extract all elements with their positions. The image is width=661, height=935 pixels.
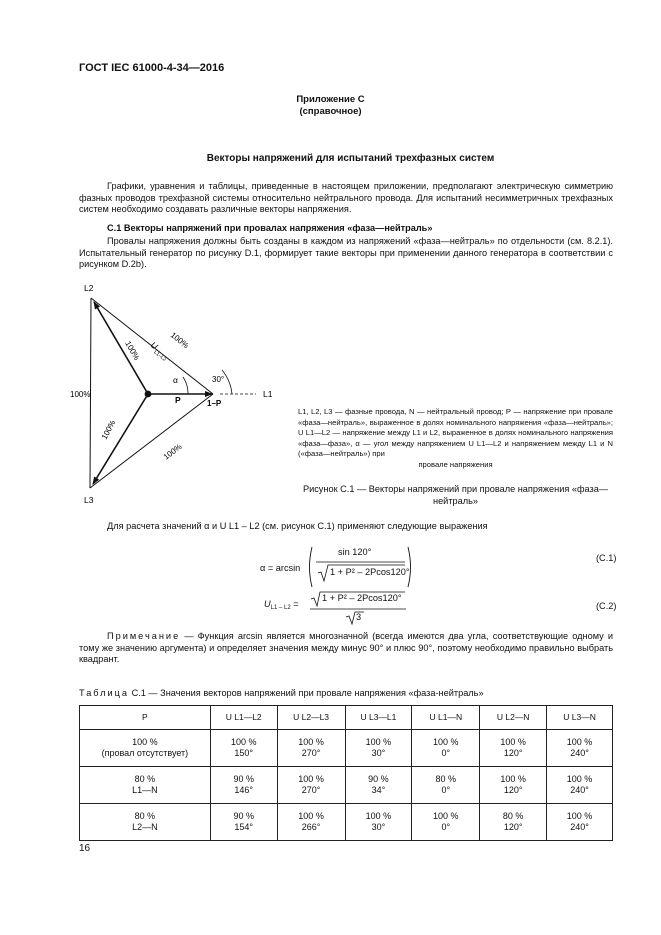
table-cell: 100 % 240° [547,730,613,767]
legend-last-line: провале напряжения [418,459,493,469]
label-pct-l3-p: 100% [99,418,118,441]
subsection-paragraph: Провалы напряжения должны быть созданы в каждом из напряжений «фаза—нейтраль» по отдельности (см. 8.2.1). Испытательный генератор по рисунку D.1, формирует такие векторы при применении данного генератора в соответствии с рисунком D.2b). [79,236,613,270]
note-text: — Функция arcsin является многозначной (всегда имеются два угла, соответствующие одному и тому же значению аргумента) и определяет значения между минус 90° и плюс 90°, поэтому необходимо правильно выбрать квадрант. [79,631,613,665]
table-cell: 80 % 0° [412,767,480,804]
table-row [80,730,613,767]
table-header-u-l2-n: U L2—N [480,706,547,730]
label-pct-l2-p: 100% [123,339,142,362]
label-pct-l3-l1: 100% [161,442,184,462]
table-cell: 100 % 240° [547,767,613,804]
table-title-text: С.1 — Значения векторов напряжений при провале напряжения «фаза-нейтраль» [129,688,484,698]
table-cell: 100 % 30° [345,804,412,841]
note-label: Примечание [107,631,181,641]
appendix-heading [0,94,661,118]
table-cell: 100 % 120° [480,730,547,767]
figure-legend [298,407,613,471]
table-row [80,804,613,841]
table-cell: 100 % 120° [480,767,547,804]
eq2-number: (С.2) [596,601,617,611]
subsection-title: С.1 Векторы напряжений при провалах напряжения «фаза—нейтраль» [107,223,433,233]
eq1-denominator: 1 + P² – 2Pcos120° [330,567,410,577]
table-cell-p: 100 % (провал отсутствует) [80,730,211,767]
table-cell: 100 % 240° [547,804,613,841]
label-pct-l2-l1: 100% [168,330,191,351]
alpha-arc [183,377,188,394]
label-one-minus-p: 1–P [207,399,222,408]
side-l3-l1 [90,394,213,488]
table-header-p: P [80,706,211,730]
eq2-denominator: 3 [356,612,362,622]
table-cell: 100 % 0° [412,804,480,841]
table-cell: 80 % 120° [480,804,547,841]
table-title-label: Таблица [79,688,130,698]
label-pct-left: 100% [70,390,91,399]
eq1-left-paren [310,547,313,587]
legend-text: L1, L2, L3 — фазные провода, N — нейтральный провод; P — напряжение при провале «фаза—нейтраль», выраженное в долях номинального напряжения «фаза—нейтраль»; U L1—L2 — напряжение между L1 и L2, выраженное в долях номинального напряжения «фаза—фаза», α — угол между напряжением U L1—L2 и напряжением между L1 и N («фаза—нейтраль») при [298,407,613,459]
page-number: 16 [79,843,91,854]
table-header-u-l3-l1: U L3—L1 [345,706,412,730]
table-header-u-l1-l2: U L1—L2 [210,706,277,730]
table-cell: 100 % 150° [210,730,277,767]
label-angle-30: 30° [212,375,225,384]
appendix-note: (справочное) [299,106,362,117]
table-cell: 90 % 146° [210,767,277,804]
label-l2: L2 [84,283,94,293]
table-header-row [80,706,613,730]
table-header-u-l3-n: U L3—N [547,706,613,730]
label-l1: L1 [263,389,273,399]
point-p [145,391,152,398]
label-alpha: α [173,375,178,385]
table-cell: 90 % 34° [345,767,412,804]
table-title [79,688,484,698]
document-id: ГОСТ IEC 61000-4-34—2016 [79,62,225,74]
eq2-sqrt3-sign [346,612,364,624]
table-cell-p: 80 % L2—N [80,804,211,841]
table-row [80,767,613,804]
table-cell-p: 80 % L1—N [80,767,211,804]
appendix-title: Приложение С [296,94,365,105]
table-cell: 100 % 30° [345,730,412,767]
figure-caption: Рисунок С.1 — Векторы напряжений при провале напряжения «фаза—нейтраль» [302,484,609,506]
eq1-lhs: α = arcsin [260,563,301,573]
label-p: P [175,395,181,405]
intro-paragraph: Графики, уравнения и таблицы, приведенные в настоящем приложении, предполагают электрическую симметрию фазных проводов трехфазной системы относительно нейтрального провода. Для испытаний несимметричных трехфазных систем необходимо создавать различные векторы напряжения. [79,181,613,215]
svg-text:L1–L2: L1–L2 [152,349,168,363]
table-cell: 100 % 270° [277,730,345,767]
calc-intro: Для расчета значений α и U L1 – L2 (см. рисунок С.1) применяют следующие выражения [107,521,488,531]
note-paragraph [79,631,613,666]
table-cell: 100 % 266° [277,804,345,841]
eq1-numerator: sin 120° [338,547,372,557]
voltage-vector-diagram [70,280,300,510]
voltage-vectors-table [79,705,613,841]
eq1-number: (С.1) [596,553,617,563]
vector-p-l3 [93,394,148,484]
label-u-l1-l2 [147,340,172,363]
eq2-lhs: $U_{L1 - L2}$ = [264,599,299,611]
vector-p-l2 [94,302,148,394]
table-cell: 90 % 154° [210,804,277,841]
section-title: Векторы напряжений для испытаний трехфазных систем [206,153,495,164]
svg-text:U: U [148,339,160,352]
table-cell: 100 % 270° [277,767,345,804]
table-cell: 100 % 0° [412,730,480,767]
table-header-u-l2-l3: U L2—L3 [277,706,345,730]
eq2-numerator: 1 + P² – 2Pcos120° [322,593,402,603]
label-l3: L3 [84,495,94,505]
table-header-u-l1-n: U L1—N [412,706,480,730]
